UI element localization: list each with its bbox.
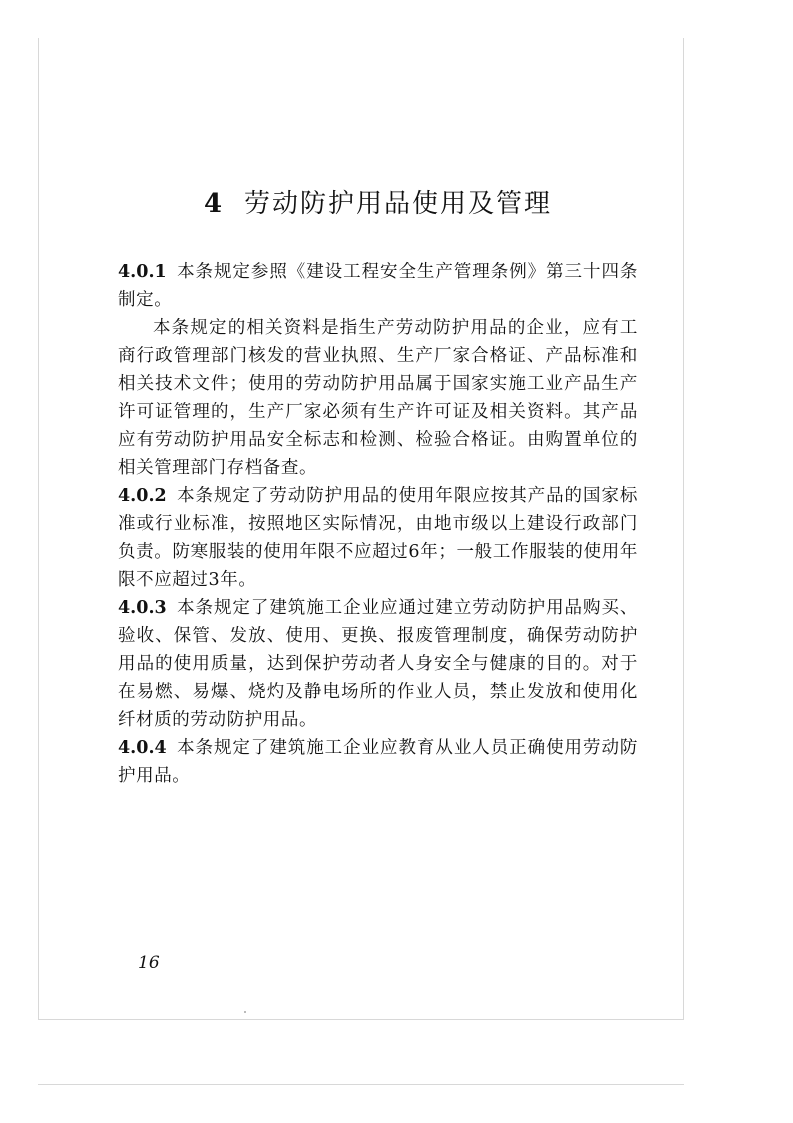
clause-number: 4.0.2 bbox=[118, 486, 167, 506]
chapter-title: 劳动防护用品使用及管理 bbox=[244, 189, 553, 219]
clause-text: 本条规定了建筑施工企业应通过建立劳动防护用品购买、验收、保管、发放、使用、更换、报废管理制度，确保劳动防护用品的使用质量，达到保护劳动者人身安全与健康的目的。对于在易燃、易爆、烧灼及静电场所的作业人员，禁止发放和使用化纤材质的劳动防护用品。 bbox=[118, 598, 638, 730]
page-number: 16 bbox=[138, 953, 160, 973]
chapter-heading bbox=[118, 186, 638, 222]
clause-text: 本条规定了建筑施工企业应教育从业人员正确使用劳动防护用品。 bbox=[118, 738, 638, 786]
bottom-divider bbox=[38, 1084, 684, 1085]
clause-4-0-3 bbox=[118, 594, 638, 734]
clause-number: 4.0.3 bbox=[118, 598, 167, 618]
chapter-number: 4 bbox=[203, 189, 225, 219]
chapter-body bbox=[118, 258, 638, 790]
clause-4-0-1-explanation bbox=[118, 314, 638, 482]
clause-text: 本条规定了劳动防护用品的使用年限应按其产品的国家标准或行业标准，按照地区实际情况，由地市级以上建设行政部门负责。防寒服装的使用年限不应超过6年；一般工作服装的使用年限不应超过3年。 bbox=[118, 486, 638, 590]
clause-text: 本条规定参照《建设工程安全生产管理条例》第三十四条制定。 bbox=[118, 262, 638, 310]
clause-4-0-4 bbox=[118, 734, 638, 790]
clause-text: 本条规定的相关资料是指生产劳动防护用品的企业，应有工商行政管理部门核发的营业执照、生产厂家合格证、产品标准和相关技术文件；使用的劳动防护用品属于国家实施工业产品生产许可证管理的，生产厂家必须有生产许可证及相关资料。其产品应有劳动防护用品安全标志和检测、检验合格证。由购置单位的相关管理部门存档备查。 bbox=[118, 318, 638, 478]
scan-artifact bbox=[244, 1011, 246, 1013]
clause-number: 4.0.1 bbox=[118, 262, 167, 282]
clause-4-0-1 bbox=[118, 258, 638, 314]
clause-number: 4.0.4 bbox=[118, 738, 167, 758]
clause-4-0-2 bbox=[118, 482, 638, 594]
